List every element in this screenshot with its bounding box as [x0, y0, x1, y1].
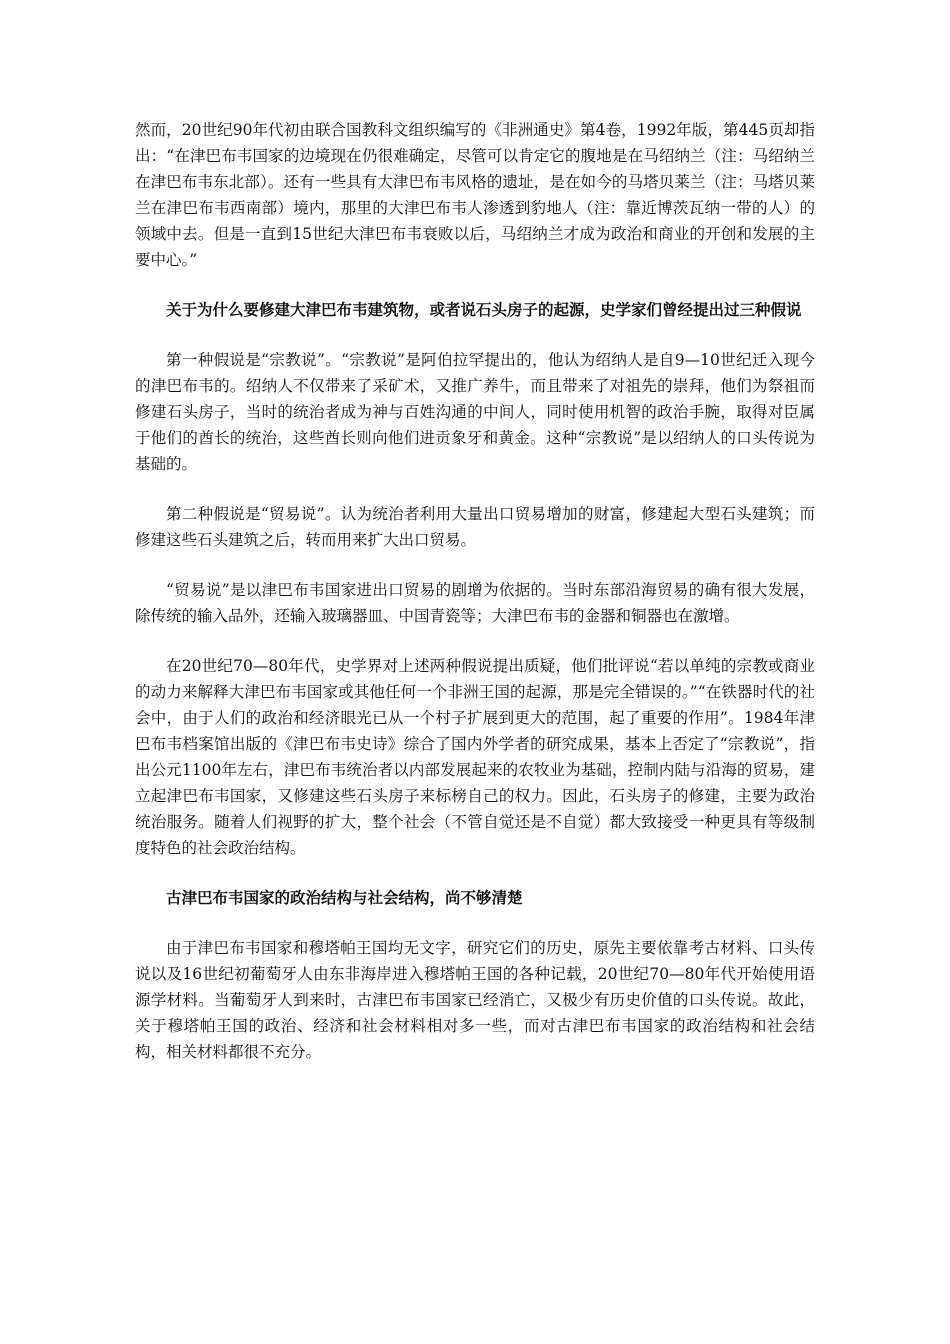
paragraph-trade-evidence: “贸易说”是以津巴布韦国家进出口贸易的剧增为依据的。当时东部沿海贸易的确有很大发展，除传统的输入品外，还输入玻璃器皿、中国青瓷等；大津巴布韦的金器和铜器也在激增。 — [135, 581, 815, 625]
paragraph-intro-quote: 然而，20世纪90年代初由联合国教科文组织编写的《非洲通史》第4卷，1992年版，第445页却指出：“在津巴布韦国家的边境现在仍很难确定，尽管可以肯定它的腹地是在马绍纳兰（注：马绍纳兰在津巴布韦东北部）。还有一些具有大津巴布韦风格的遗址，是在如今的马塔贝莱兰（注：马塔贝莱兰在津巴布韦西南部）境内，那里的大津巴布韦人渗透到豹地人（注：靠近博茨瓦纳一带的人）的领域中去。但是一直到15世纪大津巴布韦衰败以后，马绍纳兰才成为政治和商业的开创和发展的主要中心。” — [135, 121, 815, 269]
paragraph-critique: 在20世纪70—80年代，史学界对上述两种假说提出质疑，他们批评说“若以单纯的宗教或商业的动力来解释大津巴布韦国家或其他任何一个非洲王国的起源，那是完全错误的。”“在铁器时代的社会中，由于人们的政治和经济眼光已从一个村子扩展到更大的范围，起了重要的作用”。1984年津巴布韦档案馆出版的《津巴布韦史诗》综合了国内外学者的研究成果，基本上否定了“宗教说”，指出公元1100年左右，津巴布韦统治者以内部发展起来的农牧业为基础，控制内陆与沿海的贸易，建立起津巴布韦国家，又修建这些石头房子来标榜自己的权力。因此，石头房子的修建，主要为政治统治服务。随着人们视野的扩大，整个社会（不管自觉还是不自觉）都大致接受一种更具有等级制度特色的社会政治结构。 — [135, 657, 815, 857]
section-heading-three-hypotheses: 关于为什么要修建大津巴布韦建筑物，或者说石头房子的起源，史学家们曾经提出过三种假说 — [166, 300, 802, 319]
paragraph-religion-hypothesis: 第一种假说是“宗教说”。“宗教说”是阿伯拉罕提出的，他认为绍纳人是自9—10世纪迁入现今的津巴布韦的。绍纳人不仅带来了采矿术，又推广养牛，而且带来了对祖先的崇拜，他们为祭祖而修建石头房子，当时的统治者成为神与百姓沟通的中间人，同时使用机智的政治手腕，取得对臣属于他们的酋长的统治，这些酋长则向他们进贡象牙和黄金。这种“宗教说”是以绍纳人的口头传说为基础的。 — [135, 351, 815, 473]
document-page — [135, 117, 815, 1089]
section-heading-political-structure: 古津巴布韦国家的政治结构与社会结构，尚不够清楚 — [166, 888, 523, 907]
paragraph-sources: 由于津巴布韦国家和穆塔帕王国均无文字，研究它们的历史，原先主要依靠考古材料、口头传说以及16世纪初葡萄牙人由东非海岸进入穆塔帕王国的各种记载，20世纪70—80年代开始使用语源学材料。当葡萄牙人到来时，古津巴布韦国家已经消亡，又极少有历史价值的口头传说。故此，关于穆塔帕王国的政治、经济和社会材料相对多一些，而对古津巴布韦国家的政治结构和社会结构，相关材料都很不充分。 — [135, 939, 815, 1061]
paragraph-trade-hypothesis: 第二种假说是“贸易说”。认为统治者利用大量出口贸易增加的财富，修建起大型石头建筑；而修建这些石头建筑之后，转而用来扩大出口贸易。 — [135, 505, 815, 549]
